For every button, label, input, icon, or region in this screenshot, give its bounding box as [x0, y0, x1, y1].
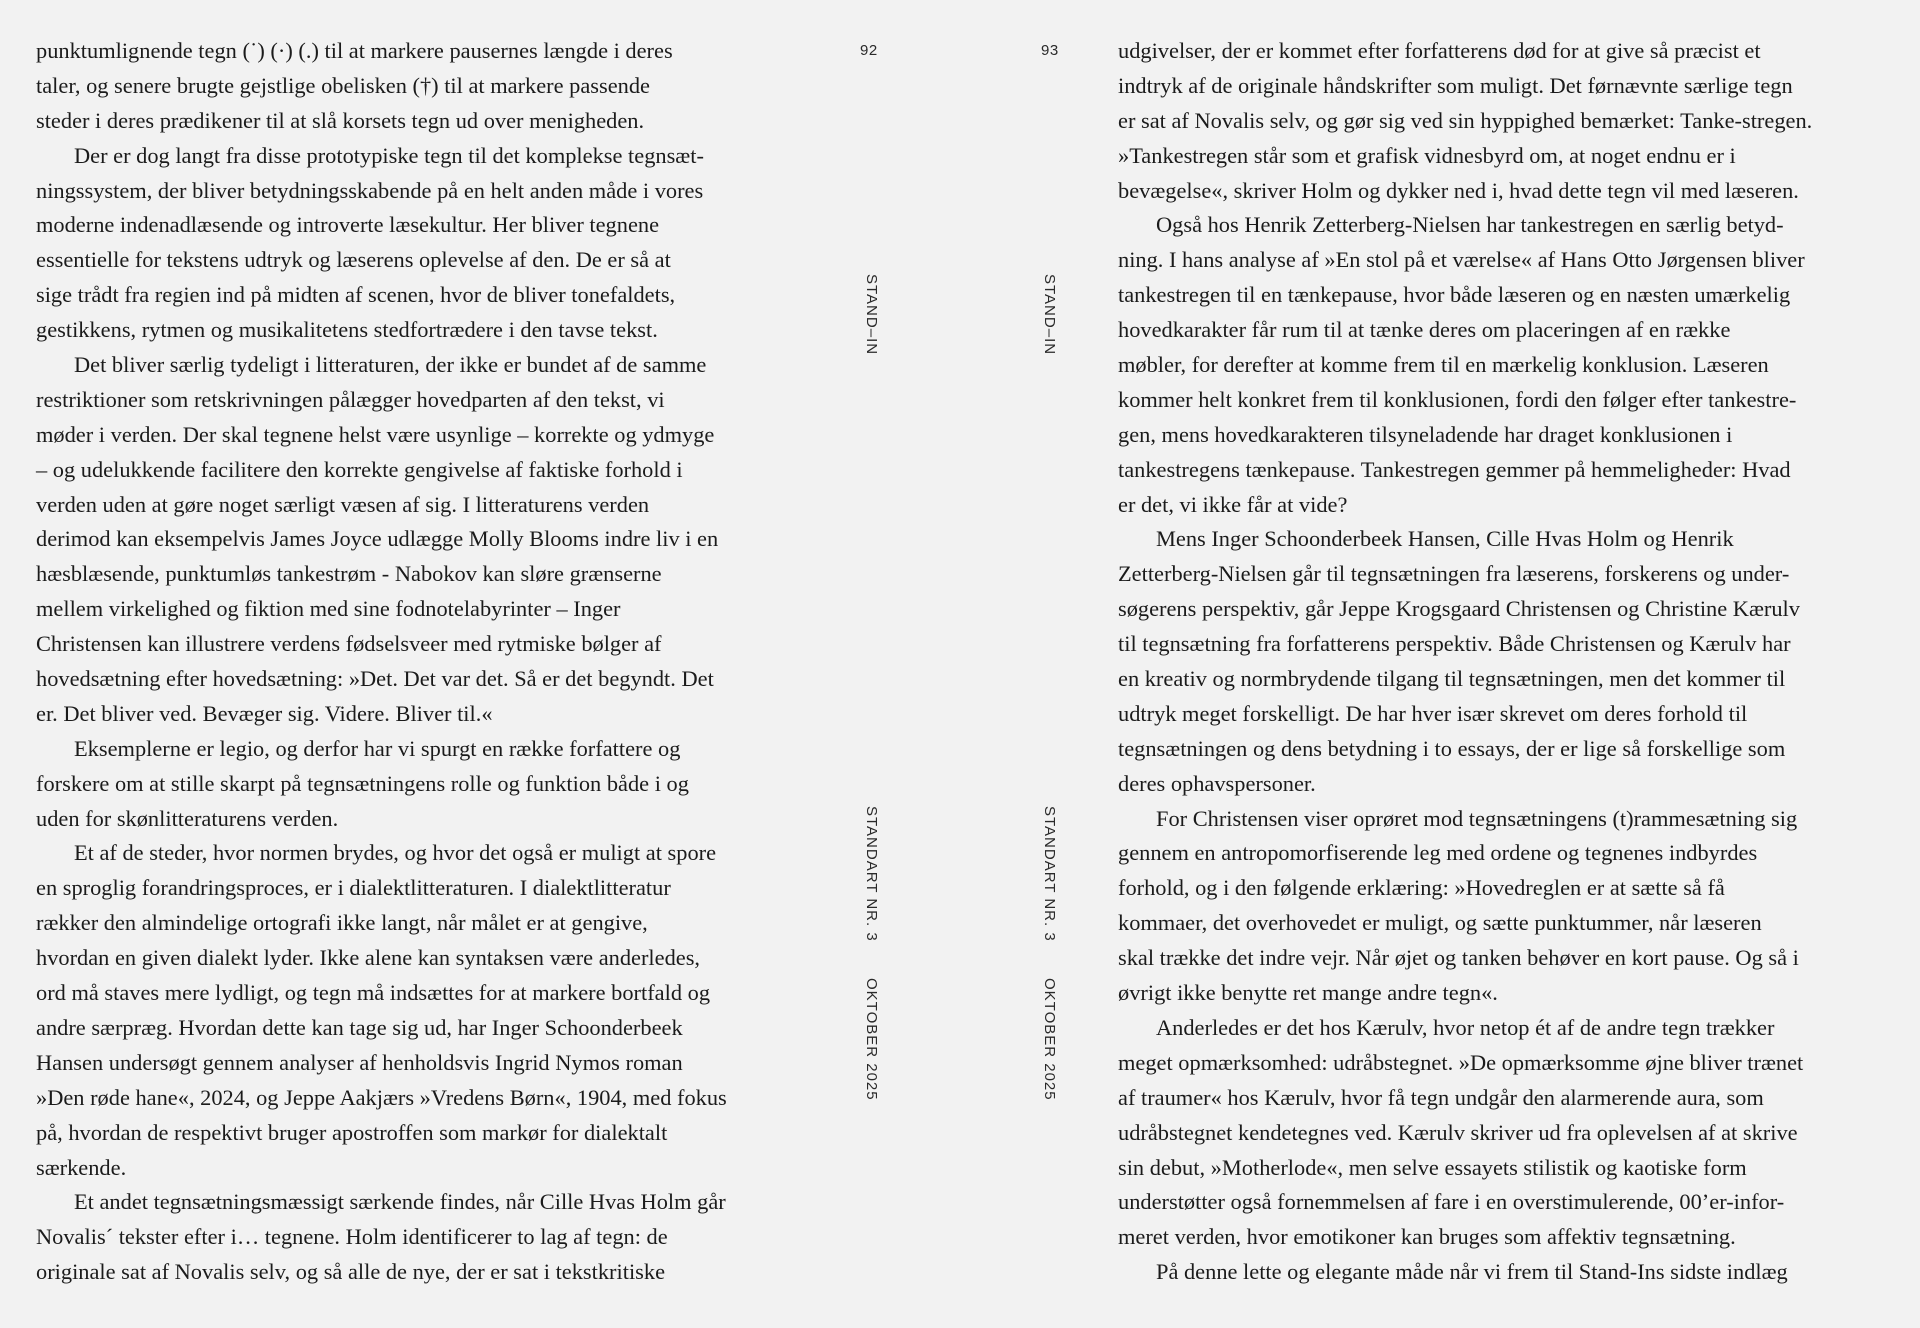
text-line: Zetterberg-Nielsen går til tegnsætningen fra læserens, forskerens og under-	[1118, 561, 1790, 587]
text-line: Hansen undersøgt gennem analyser af henholdsvis Ingrid Nymos roman	[36, 1049, 683, 1075]
right-running-head-issue: STANDART NR. 3	[1041, 806, 1058, 942]
text-line: rækker den almindelige ortografi ikke langt, når målet er at gengive,	[36, 910, 648, 936]
text-line: på, hvordan de respektivt bruger apostroffen som markør for dialektalt	[36, 1119, 668, 1145]
text-line: Mens Inger Schoonderbeek Hansen, Cille Hvas Holm og Henrik	[1156, 526, 1734, 552]
right-page-number: 93	[1041, 42, 1059, 59]
text-line: øvrigt ikke benytte ret mange andre tegn«.	[1118, 980, 1498, 1006]
left-running-head-issue: STANDART NR. 3	[863, 806, 880, 942]
left-page-body	[36, 34, 806, 1290]
text-line: meret verden, hvor emotikoner kan bruges som affektiv tegnsætning.	[1118, 1224, 1736, 1250]
text-line: sin debut, »Motherlode«, men selve essayets stilistik og kaotiske form	[1118, 1154, 1747, 1180]
left-page-number: 92	[860, 42, 878, 59]
text-line: »Den røde hane«, 2024, og Jeppe Aakjærs »Vredens Børn«, 1904, med fokus	[36, 1084, 727, 1110]
text-line: Eksemplerne er legio, og derfor har vi spurgt en række forfattere og	[74, 735, 681, 761]
text-line: møbler, for derefter at komme frem til en mærkelig konklusion. Læseren	[1118, 352, 1769, 378]
text-line: ord må staves mere lydligt, og tegn må indsættes for at markere bortfald og	[36, 980, 711, 1006]
text-line: tegnsætningen og dens betydning i to essays, der er lige så forskellige som	[1118, 735, 1786, 761]
text-line: restriktioner som retskrivningen pålægger hovedparten af den tekst, vi	[36, 386, 665, 412]
text-line: kommer helt konkret frem til konklusionen, fordi den følger efter tankestre-	[1118, 386, 1797, 412]
text-line: Også hos Henrik Zetterberg-Nielsen har tankestregen en særlig betyd-	[1156, 212, 1784, 238]
text-line: moderne indenadlæsende og introverte læsekultur. Her bliver tegnene	[36, 212, 660, 238]
text-line: er det, vi ikke får at vide?	[1118, 491, 1348, 517]
right-running-head-date: OKTOBER 2025	[1041, 978, 1058, 1101]
text-line: meget opmærksomhed: udråbstegnet. »De opmærksomme øjne bliver trænet	[1118, 1049, 1804, 1075]
text-line: er sat af Novalis selv, og gør sig ved sin hyppighed bemærket: Tanke-stregen.	[1118, 107, 1813, 133]
text-line: forskere om at stille skarpt på tegnsætningens rolle og funktion både i og	[36, 770, 689, 796]
text-line: indtryk af de originale håndskrifter som muligt. Det førnævnte særlige tegn	[1118, 72, 1793, 98]
text-line: understøtter også fornemmelsen af fare i en overstimulerende, 00’er-infor-	[1118, 1189, 1785, 1215]
text-line: Der er dog langt fra disse prototypiske tegn til det komplekse tegnsæt-	[74, 142, 704, 168]
text-line: Novalis´ tekster efter i… tegnene. Holm identificerer to lag af tegn: de	[36, 1224, 668, 1250]
left-running-head-date: OKTOBER 2025	[863, 978, 880, 1101]
text-line: forhold, og i den følgende erklæring: »Hovedreglen er at sætte så få	[1118, 875, 1725, 901]
text-line: en kreativ og normbrydende tilgang til tegnsætningen, men det kommer til	[1118, 666, 1786, 692]
right-page-body	[1118, 34, 1888, 1290]
text-line: udgivelser, der er kommet efter forfatterens død for at give så præcist et	[1118, 38, 1761, 63]
text-line: en sproglig forandringsproces, er i dialektlitteraturen. I dialektlitteratur	[36, 875, 671, 901]
text-line: sige trådt fra regien ind på midten af scenen, hvor de bliver tonefaldets,	[36, 282, 676, 308]
text-line: kommaer, det overhovedet er muligt, og sætte punktummer, når læseren	[1118, 910, 1762, 936]
text-line: Et andet tegnsætningsmæssigt særkende findes, når Cille Hvas Holm går	[74, 1189, 726, 1215]
text-line: hovedkarakter får rum til at tænke deres om placeringen af en række	[1118, 317, 1731, 343]
text-line: gennem en antropomorfiserende leg med ordene og tegnenes indbyrdes	[1118, 840, 1758, 866]
text-line: hæsblæsende, punktumløs tankestrøm - Nabokov kan sløre grænserne	[36, 561, 662, 587]
text-line: essentielle for tekstens udtryk og læserens oplevelse af den. De er så at	[36, 247, 671, 273]
text-line: deres ophavspersoner.	[1118, 770, 1316, 796]
text-line: møder i verden. Der skal tegnene helst være usynlige – korrekte og ydmyge	[36, 421, 715, 447]
text-line: For Christensen viser oprøret mod tegnsætningens (t)rammesætning sig	[1156, 805, 1798, 831]
text-line: er. Det bliver ved. Bevæger sig. Videre. Bliver til.«	[36, 700, 493, 726]
text-line: derimod kan eksempelvis James Joyce udlægge Molly Blooms indre liv i en	[36, 526, 719, 552]
text-line: gestikkens, rytmen og musikalitetens stedfortrædere i den tavse tekst.	[36, 317, 658, 343]
text-line: særkende.	[36, 1154, 127, 1180]
text-line: punktumlignende tegn (˙) (·) (.) til at markere pausernes længde i deres	[36, 38, 673, 63]
text-line: ning. I hans analyse af »En stol på et værelse« af Hans Otto Jørgensen bliver	[1118, 247, 1805, 273]
text-line: ningssystem, der bliver betydningsskabende på en helt anden måde i vores	[36, 177, 704, 203]
text-line: til tegnsætning fra forfatterens perspektiv. Både Christensen og Kærulv har	[1118, 631, 1791, 657]
text-line: Det bliver særlig tydeligt i litteraturen, der ikke er bundet af de samme	[74, 352, 707, 378]
text-line: Anderledes er det hos Kærulv, hvor netop ét af de andre tegn trækker	[1156, 1014, 1775, 1040]
text-line: På denne lette og elegante måde når vi frem til Stand-Ins sidste indlæg	[1156, 1259, 1788, 1285]
text-line: »Tankestregen står som et grafisk vidnesbyrd om, at noget endnu er i	[1118, 142, 1736, 168]
text-line: hovedsætning efter hovedsætning: »Det. Det var det. Så er det begyndt. Det	[36, 666, 714, 692]
text-line: udråbstegnet kendetegnes ved. Kærulv skriver ud fra oplevelsen af at skrive	[1118, 1119, 1798, 1145]
text-line: søgerens perspektiv, går Jeppe Krogsgaard Christensen og Christine Kærulv	[1118, 596, 1800, 622]
text-line: – og udelukkende facilitere den korrekte gengivelse af faktiske forhold i	[36, 456, 683, 482]
text-line: Christensen kan illustrere verdens fødselsveer med rytmiske bølger af	[36, 631, 662, 657]
text-line: hvordan en given dialekt lyder. Ikke alene kan syntaksen være anderledes,	[36, 945, 701, 971]
text-line: andre særpræg. Hvordan dette kan tage sig ud, har Inger Schoonderbeek	[36, 1014, 683, 1040]
text-line: originale sat af Novalis selv, og så alle de nye, der er sat i tekstkritiske	[36, 1259, 666, 1285]
text-line: steder i deres prædikener til at slå korsets tegn ud over menigheden.	[36, 107, 645, 133]
right-running-head-section: STAND–IN	[1041, 274, 1058, 356]
text-line: Et af de steder, hvor normen brydes, og hvor det også er muligt at spore	[74, 840, 717, 866]
text-line: bevægelse«, skriver Holm og dykker ned i, hvad dette tegn vil med læseren.	[1118, 177, 1799, 203]
text-line: tankestregens tænkepause. Tankestregen gemmer på hemmeligheder: Hvad	[1118, 456, 1791, 482]
text-line: verden uden at gøre noget særligt væsen af sig. I litteraturens verden	[36, 491, 650, 517]
text-line: mellem virkelighed og fiktion med sine fodnotelabyrinter – Inger	[36, 596, 621, 622]
text-line: af traumer« hos Kærulv, hvor få tegn undgår den alarmerende aura, som	[1118, 1084, 1764, 1110]
text-line: gen, mens hovedkarakteren tilsyneladende har draget konklusionen i	[1118, 421, 1733, 447]
text-line: taler, og senere brugte gejstlige obelisken (†) til at markere passende	[36, 72, 650, 98]
text-line: udtryk meget forskelligt. De har hver især skrevet om deres forhold til	[1118, 700, 1748, 726]
text-line: uden for skønlitteraturens verden.	[36, 805, 339, 831]
text-line: skal trække det indre vejr. Når øjet og tanken behøver en kort pause. Og så i	[1118, 945, 1799, 971]
text-line: tankestregen til en tænkepause, hvor både læseren og en næsten umærkelig	[1118, 282, 1791, 308]
left-running-head-section: STAND–IN	[863, 274, 880, 356]
